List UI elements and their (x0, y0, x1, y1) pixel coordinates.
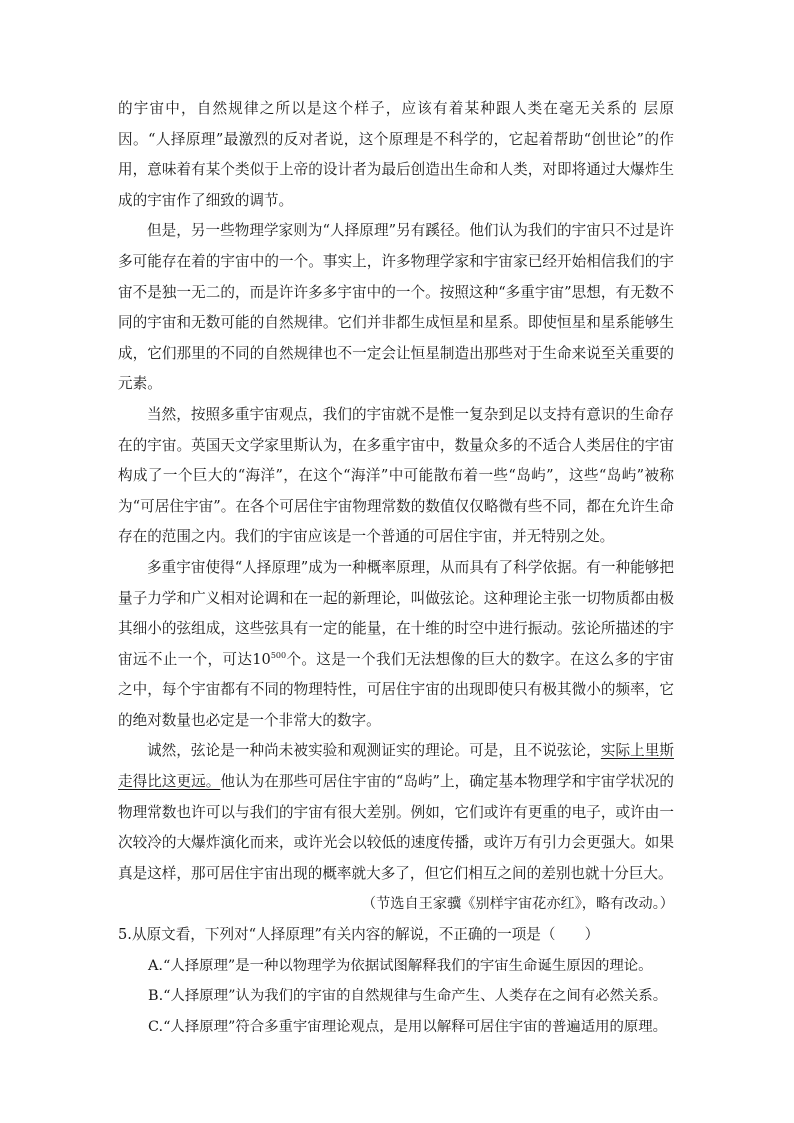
paragraph-4-text-b: 个。这是一个我们无法想像的巨大的数字。在这么多的宇宙之中，每个宇宙都有不同的物理特性，可居住宇宙的出现即使只有极其微小的频率，它的绝对数量也必定是一个非常大的数字。 (118, 650, 674, 729)
paragraph-5-text-b: 他认为在那些可居住宇宙的“岛屿”上，确定基本物理学和宇宙学状况的物理常数也许可以与我们的宇宙有很大差别。例如，它们或许有更重的电子，或许由一次较冷的大爆炸演化而来，或许光会以较低的速度传播，或许万有引力会更强大。如果真是这样，那可居住宇宙出现的概率就大多了，但它们相互之间的差别也就十分巨大。 (118, 773, 674, 882)
paragraph-4-text-a: 多重宇宙使得“人择原理”成为一种概率原理，从而具有了科学依据。有一种能够把量子力学和广义相对论调和在一起的新理论，叫做弦论。这种理论主张一切物质都由极其细小的弦组成，这些弦具有一定的能量，在十维的时空中进行振动。弦论所描述的宇宙远不止一个，可达10 (118, 558, 674, 668)
underlined-sentence: 实际上里斯走得比这更远。 (118, 742, 674, 791)
option-b: B.“人择原理”认为我们的宇宙的自然规律与生命产生、人类存在之间有必然关系。 (148, 988, 668, 1005)
document-page (118, 94, 674, 1042)
passage-paragraph-2: 但是，另一些物理学家则为“人择原理”另有蹊径。他们认为我们的宇宙只不过是许多可能存在着的宇宙中的一个。事实上，许多物理学家和宇宙家已经开始相信我们的宇宙不是独一无二的，而是许许多多宇宙中的一个。按照这种“多重宇宙”思想，有无数不同的宇宙和无数可能的自然规律。它们并非都生成恒星和星系。即使恒星和星系能够生成，它们那里的不同的自然规律也不一定会让恒星制造出那些对于生命来说至关重要的元素。 (118, 222, 674, 393)
passage-paragraph-5 (118, 736, 674, 889)
passage-paragraph-1: 的宇宙中，自然规律之所以是这个样子，应该有着某种跟人类在毫无关系的 层原因。“人择原理”最激烈的反对者说，这个原理是不科学的，它起着帮助“创世论”的作用，意味着有某个类似于上帝的设计者为最后创造出生命和人类，对即将通过大爆炸生成的宇宙作了细致的调节。 (118, 100, 674, 209)
paragraph-5-text-a: 诚然，弦论是一种尚未被实验和观测证实的理论。可是，且不说弦论， (147, 742, 601, 760)
option-c: C.“人择原理”符合多重宇宙理论观点，是用以解释可居住宇宙的普遍适用的原理。 (148, 1018, 668, 1035)
question-5-stem: 5.从原文看，下列对“人择原理”有关内容的解说，不正确的一项是（ ） (118, 926, 600, 944)
passage-paragraph-4 (118, 553, 674, 737)
exponent-500: 500 (270, 650, 287, 660)
source-attribution: （节选自王家骥《别样宇宙花亦红》，略有改动。） (361, 896, 674, 913)
option-a: A.“人择原理”是一种以物理学为依据试图解释我们的宇宙生命诞生原因的理论。 (148, 957, 653, 974)
passage-paragraph-3: 当然，按照多重宇宙观点，我们的宇宙就不是惟一复杂到足以支持有意识的生命存在的宇宙。英国天文学家里斯认为，在多重宇宙中，数量众多的不适合人类居住的宇宙构成了一个巨大的“海洋”，在这个“海洋”中可能散布着一些“岛屿”，这些“岛屿”被称为“可居住宇宙”。在各个可居住宇宙物理常数的数值仅仅略微有些不同，都在允许生命存在的范围之内。我们的宇宙应该是一个普通的可居住宇宙，并无特别之处。 (118, 405, 674, 546)
